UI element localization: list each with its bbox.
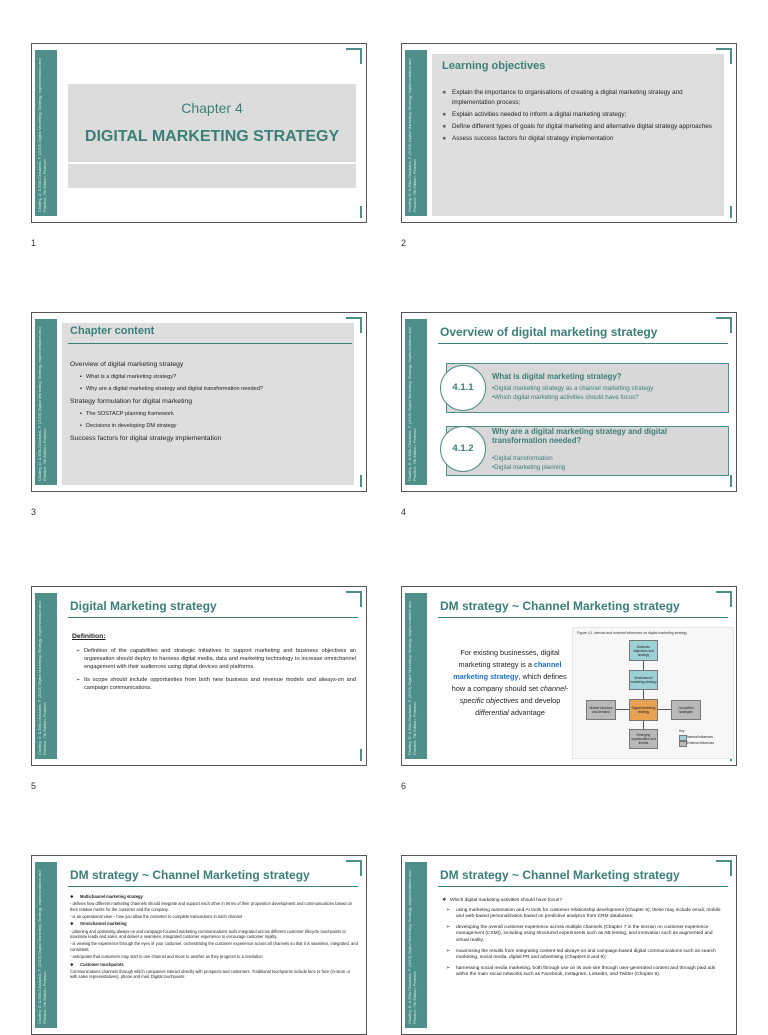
slide-number: 4 xyxy=(401,507,407,517)
corner-decoration xyxy=(346,317,362,333)
side-strip-text: Chaffey, D. & Ellis-Chadwick, F. (2019) Digital Marketing: Strategy, Implementation and Practice, 7th Edition, Pearson xyxy=(407,327,417,481)
slide-number: 3 xyxy=(31,507,37,517)
key-swatch-external xyxy=(679,741,687,747)
figure-caption: Figure 4.1 Internal and external influences on digital marketing strategy xyxy=(577,631,688,635)
chapter-heading: DIGITAL MARKETING STRATEGY xyxy=(84,128,340,145)
corner-decoration xyxy=(716,591,732,607)
paragraph: - planning and optimising always-on and campaign-focused marketing communications tools integrated across different customer lifecycle touchpoints to maximise leads and sales, and deliver a seamless, integrated customer experience to encourage customer loyalty. xyxy=(70,928,346,940)
side-strip-text: Chaffey, D. & Ellis-Chadwick, F. (2019) Digital Marketing: Strategy, Implementation and Practice, 7th Edition, Pearson xyxy=(37,327,47,481)
slide-5[interactable] xyxy=(31,586,367,766)
section-bullets xyxy=(492,384,653,402)
multichannel-strategy-box: Multichannel marketing strategy xyxy=(629,670,658,690)
slide-6[interactable] xyxy=(401,586,737,766)
influences-figure xyxy=(572,627,734,759)
section-bullets xyxy=(492,454,565,472)
connector-line xyxy=(643,661,644,670)
section-question: Why are a digital marketing strategy and digital transformation needed? xyxy=(492,427,668,445)
section-number-circle: 4.1.1 xyxy=(440,365,486,411)
list-item: ➢ using marketing automation and AI tools for customer relationship development (Chapter 6); these may include email, mobile and web-based personalization based on predictive analytics from CRM databases; xyxy=(442,908,726,921)
side-strip xyxy=(405,862,427,1028)
slide-1[interactable] xyxy=(31,43,367,223)
corner-decoration xyxy=(718,206,732,218)
subsection-item: ▪ Why are a digital marketing strategy and digital transformation needed? xyxy=(86,386,354,392)
side-strip xyxy=(405,50,427,216)
list-item: ❖ Explain activities needed to inform a digital marketing strategy; xyxy=(442,110,720,120)
slide-4[interactable] xyxy=(401,312,737,492)
connector-line xyxy=(658,709,671,710)
slide-title: Overview of digital marketing strategy xyxy=(440,325,658,339)
bullet-item: • Which digital marketing activities should have focus? xyxy=(492,393,653,402)
text-segment: advantage xyxy=(508,708,545,717)
text-segment: For existing businesses, digital marketing strategy is a xyxy=(458,648,560,669)
key-title: Key xyxy=(679,729,685,733)
slide-title: DM strategy ~ Channel Marketing strategy xyxy=(440,599,680,613)
bullet-item: • Digital marketing planning xyxy=(492,463,565,472)
title-underline xyxy=(438,343,728,344)
title-underline xyxy=(68,886,358,887)
list-item: ❖ Explain the importance to organisations of creating a digital marketing strategy and implementation process; xyxy=(442,88,720,108)
channel-strategy-text xyxy=(446,647,574,719)
side-strip xyxy=(35,319,57,485)
subtitle-bar xyxy=(68,164,356,188)
paragraph: - is an operational view – how you allow the customer to complete transactions in each channel xyxy=(70,914,243,920)
side-strip-text: Chaffey, D. & Ellis-Chadwick, F. (2019) Digital Marketing: Strategy, Implementation and Practice, 7th Edition, Pearson xyxy=(37,58,47,212)
subsection-item: ▪ The SOSTACP planning framework xyxy=(86,411,354,417)
activities-list xyxy=(442,908,726,979)
title-underline xyxy=(68,343,352,344)
slide-3[interactable] xyxy=(31,312,367,492)
text-segment: and develop xyxy=(518,696,561,705)
side-strip-text: Chaffey, D. & Ellis-Chadwick, F. (2019) Digital Marketing: Strategy, Implementation and Practice, 7th Edition, Pearson xyxy=(37,601,47,755)
paragraph: Communications channels through which companies interact directly with prospects and customers. Traditional touchpoints include face to face (in-store or with sales representatives), phone and mail. Digital touchpoints xyxy=(70,968,351,980)
side-strip-text: Chaffey, D. & Ellis-Chadwick, F. (2019) Digital Marketing: Strategy, Implementation and Practice, 7th Edition, Pearson xyxy=(407,58,417,212)
side-strip xyxy=(405,593,427,759)
objectives-list xyxy=(442,88,720,146)
bullet-item: • Digital transformation xyxy=(492,454,565,463)
market-structure-box: Market structure and demand xyxy=(586,700,616,720)
highlight-term: channel marketing strategy xyxy=(453,660,562,681)
section-question: What is digital marketing strategy? xyxy=(492,372,622,381)
subheading: ❖ Multichannel marketing strategy xyxy=(70,894,358,900)
chapter-content-list xyxy=(70,357,354,448)
corner-decoration xyxy=(346,860,362,876)
subsection-item: ▪ Decisions in developing DM strategy xyxy=(86,423,354,429)
section-heading: Success factors for digital strategy implementation xyxy=(70,435,222,442)
title-block xyxy=(68,84,356,162)
corner-decoration xyxy=(346,48,362,64)
corner-decoration xyxy=(716,48,732,64)
slide-number: 2 xyxy=(401,238,407,248)
subsection-item: ▪ What is a digital marketing strategy? xyxy=(86,374,354,380)
side-strip xyxy=(35,50,57,216)
corner-decoration xyxy=(348,475,362,487)
key-internal-label: Internal influences xyxy=(687,735,713,739)
digital-strategy-box: Digital marketing strategy xyxy=(629,699,658,721)
connector-line xyxy=(643,690,644,699)
corner-decoration xyxy=(348,206,362,218)
emphasis-term: channel-specific objectives xyxy=(459,684,569,705)
slide-title: Chapter content xyxy=(70,325,155,337)
business-objectives-box: Business objectives and strategy xyxy=(629,640,658,661)
section-heading: Strategy formulation for digital marketing xyxy=(70,398,193,405)
title-underline xyxy=(438,886,728,887)
slide-number: 5 xyxy=(31,781,37,791)
section-heading: Overview of digital marketing strategy xyxy=(70,361,184,368)
subheading: ❖ Customer touchpoints xyxy=(70,962,358,968)
corner-decoration xyxy=(716,860,732,876)
title-underline xyxy=(438,617,728,618)
slide-7[interactable] xyxy=(31,855,367,1035)
list-item: ➢ harnessing social media marketing, both through use on its own site through user-generated content and through paid ads within the main social networks such as Facebook, Instagram, LinkedIn, and Twitter (Chapter 9). xyxy=(442,966,726,979)
list-item: ➢ maximising the results from integrating content-led always-on and campaign-based digital communications such as search marketing, social media, digital PR and advertising (Chapters 8 and 9); xyxy=(442,949,726,962)
competitor-strategies-box: Competitor strategies xyxy=(671,700,701,720)
side-strip-text: Chaffey, D. & Ellis-Chadwick, F. (2019) Digital Marketing: Strategy, Implementation and Practice, 7th Edition, Pearson xyxy=(37,870,47,1024)
paragraph: - anticipates that customers may start in one channel and move to another as they progress to a resolution xyxy=(70,954,263,960)
list-item: ➢ Its scope should include opportunities from both new business and revenue models and always-on and campaign communications. xyxy=(76,676,356,692)
key-external-label: External influences xyxy=(687,741,714,745)
list-item: ❖ Define different types of goals for digital marketing and alternative digital strategy approaches xyxy=(442,122,720,132)
slide-body xyxy=(442,898,726,983)
slide-number: 6 xyxy=(401,781,407,791)
definition-list xyxy=(76,647,356,696)
slide-title: Digital Marketing strategy xyxy=(70,599,217,613)
corner-decoration xyxy=(348,749,362,761)
list-item: ❖ Assess success factors for digital strategy implementation xyxy=(442,134,720,144)
slide-title: DM strategy ~ Channel Marketing strategy xyxy=(70,868,310,882)
slide-title: DM strategy ~ Channel Marketing strategy xyxy=(440,868,680,882)
side-strip-text: Chaffey, D. & Ellis-Chadwick, F. (2019) Digital Marketing: Strategy, Implementation and Practice, 7th Edition, Pearson xyxy=(407,870,417,1024)
side-strip xyxy=(35,862,57,1028)
text-segment: , which defines how a company should set xyxy=(451,672,567,693)
definition-label: Definition: xyxy=(72,633,106,640)
side-strip xyxy=(405,319,427,485)
slide-number: 1 xyxy=(31,238,37,248)
bullet-item: • Digital marketing strategy as a channel marketing strategy xyxy=(492,384,653,393)
connector-line xyxy=(643,721,644,729)
paragraph: - is viewing the experience through the eyes of your customer, orchestrating the customer experience across all channels so that it is seamless, integrated, and consistent. xyxy=(70,941,358,953)
slide-body xyxy=(70,894,358,982)
emerging-opportunities-box: Emerging opportunities and threats xyxy=(629,729,658,749)
side-strip-text: Chaffey, D. & Ellis-Chadwick, F. (2019) Digital Marketing: Strategy, Implementation and Practice, 7th Edition, Pearson xyxy=(407,601,417,755)
list-item: ➢ Definition of the capabilities and strategic initiatives to support marketing and business objectives an organisation should deploy to harness digital media, data and marketing technology to increase omnichannel engagement with their audiences using digital devices and platforms. xyxy=(76,647,356,672)
focus-question: ❖ Which digital marketing activities should have focus? xyxy=(442,898,726,905)
corner-decoration xyxy=(718,475,732,487)
emphasis-term: differential xyxy=(475,708,509,717)
subheading: ❖ Omnichannel marketing xyxy=(70,921,358,927)
chapter-label: Chapter 4 xyxy=(181,100,243,116)
slide-2[interactable] xyxy=(401,43,737,223)
slide-8[interactable] xyxy=(401,855,737,1035)
slide-title: Learning objectives xyxy=(442,60,546,72)
side-strip xyxy=(35,593,57,759)
connector-line xyxy=(616,709,629,710)
title-underline xyxy=(68,617,358,618)
corner-decoration xyxy=(716,317,732,333)
section-number-circle: 4.1.2 xyxy=(440,426,486,472)
corner-decoration xyxy=(346,591,362,607)
list-item: ➢ developing the overall customer experience across multiple channels (Chapter 7 in the section on customer experience management (CXM)), including using structured experiments such as AB testing, and innovation such as augmented and virtual reality; xyxy=(442,925,726,945)
paragraph: - defines how different marketing channels should integrate and support each other in terms of their proposition development and communications based on their relative merits for the customer and the company. xyxy=(70,901,353,912)
